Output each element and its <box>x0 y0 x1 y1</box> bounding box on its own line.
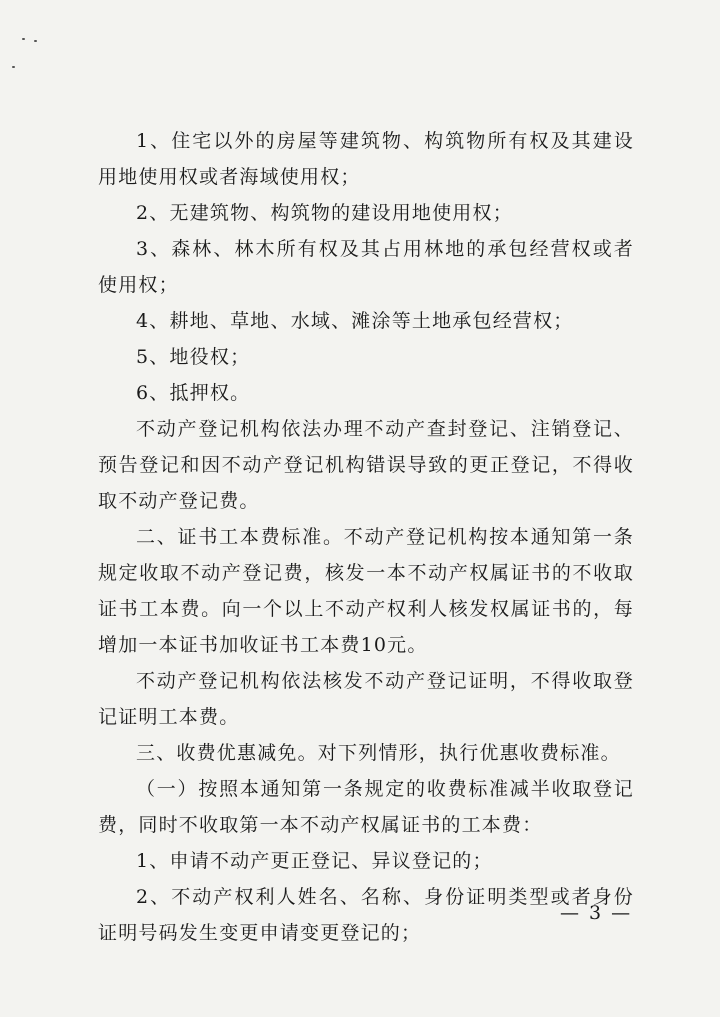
paragraph-item-6: 6、抵押权。 <box>136 382 251 404</box>
page-number: — 3 — <box>560 902 633 924</box>
paragraph-section-3-heading: 三、收费优惠减免。对下列情形，执行优惠收费标准。 <box>136 742 621 764</box>
paragraph-registration-exemption: 不动产登记机构依法办理不动产查封登记、注销登记、预告登记和因不动产登记机构错误导致的更正登记，不得收取不动产登记费。 <box>98 418 634 512</box>
paragraph-item-3: 3、森林、林木所有权及其占用林地的承包经营权或者使用权； <box>98 238 634 296</box>
paragraph-subitem-1: 1、申请不动产更正登记、异议登记的； <box>136 850 493 872</box>
paragraph-section-2-certificate-fee: 二、证书工本费标准。不动产登记机构按本通知第一条规定收取不动产登记费，核发一本不动产权属证书的不收取证书工本费。向一个以上不动产权利人核发权属证书的，每增加一本证书加收证书工本费10元。 <box>98 526 634 656</box>
paragraph-certificate-proof: 不动产登记机构依法核发不动产登记证明，不得收取登记证明工本费。 <box>98 670 634 728</box>
scan-speck <box>12 66 15 68</box>
document-body <box>98 123 634 951</box>
paragraph-subsection-1: （一）按照本通知第一条规定的收费标准减半收取登记费，同时不收取第一本不动产权属证书的工本费： <box>98 778 634 836</box>
scan-speck <box>22 38 25 40</box>
scan-speck <box>34 40 37 42</box>
paragraph-item-2: 2、无建筑物、构筑物的建设用地使用权； <box>136 202 513 224</box>
paragraph-item-4: 4、耕地、草地、水域、滩涂等土地承包经营权； <box>136 310 574 332</box>
paragraph-item-1: 1、住宅以外的房屋等建筑物、构筑物所有权及其建设用地使用权或者海域使用权； <box>98 130 634 188</box>
paragraph-subitem-2: 2、不动产权利人姓名、名称、身份证明类型或者身份证明号码发生变更申请变更登记的； <box>98 886 634 944</box>
paragraph-item-5: 5、地役权； <box>136 346 251 368</box>
